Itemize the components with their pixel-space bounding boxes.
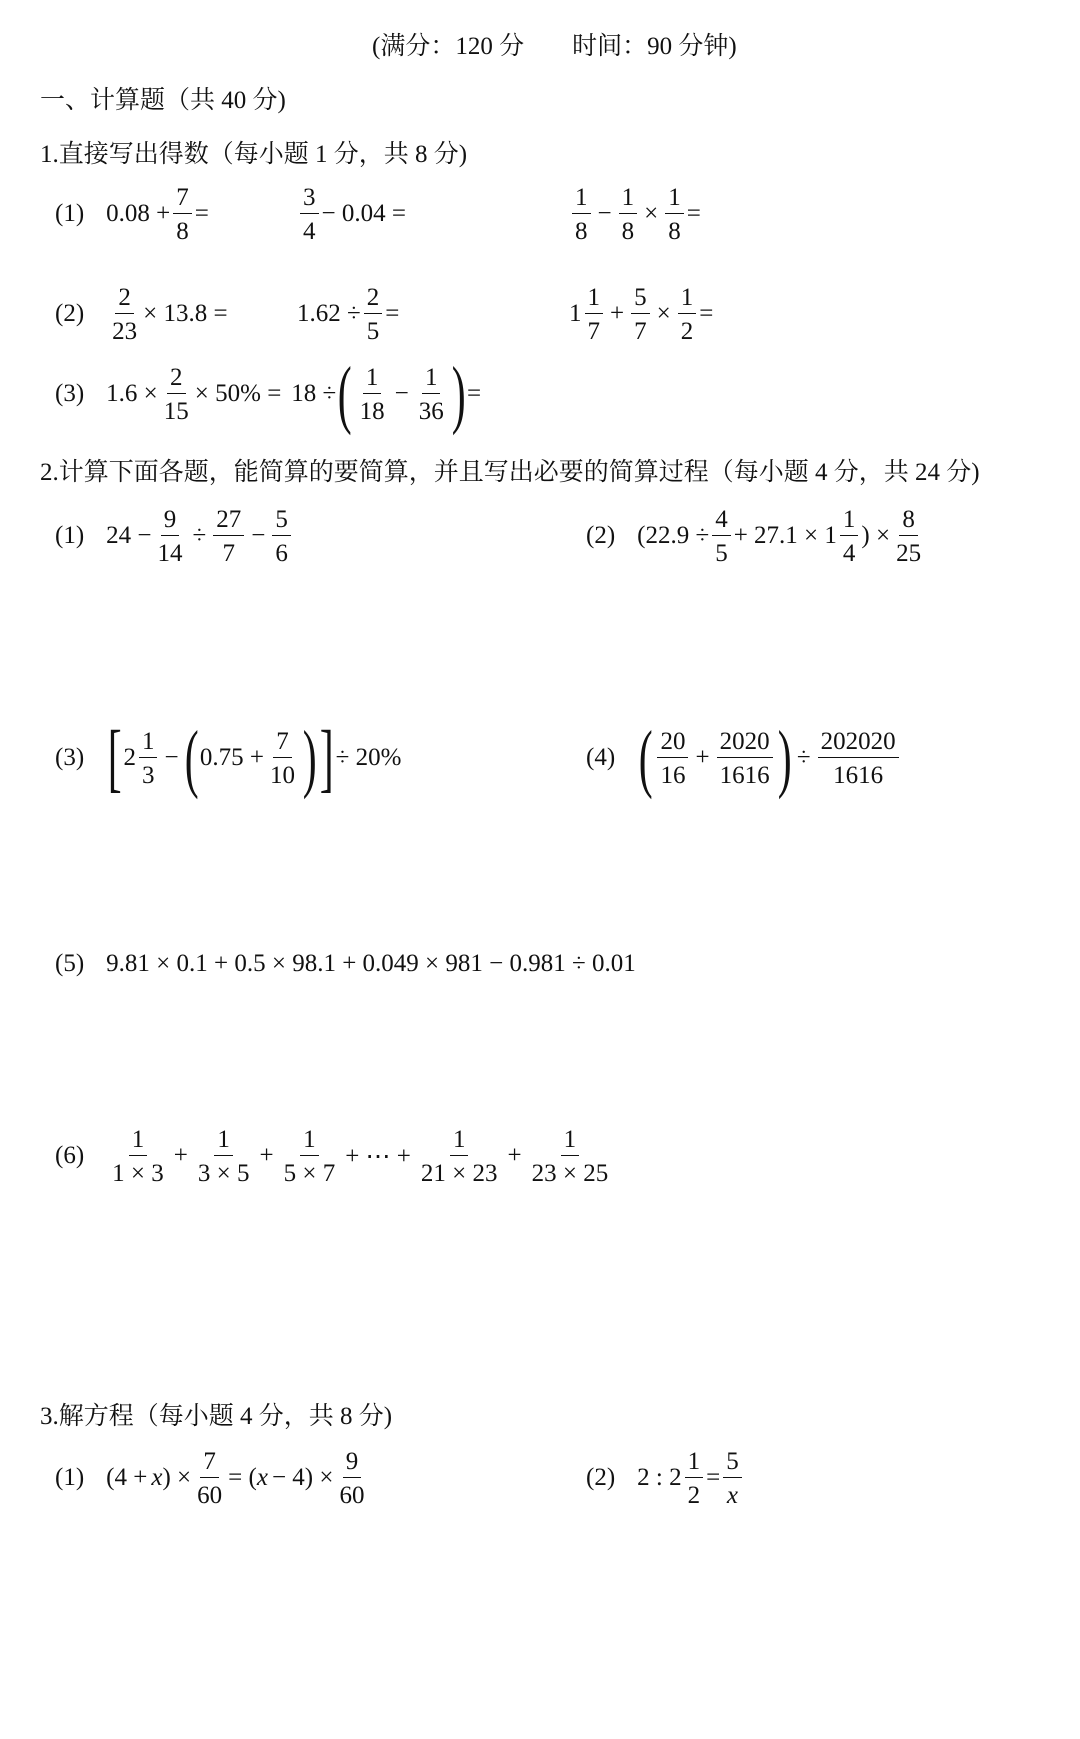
expr-text: × 50% =: [194, 380, 282, 407]
item-label: (3): [55, 744, 85, 771]
fraction: $\frac{1}{2}$: [678, 285, 697, 344]
time-info: 时间：90 分钟): [572, 33, 737, 60]
q3-item-1: [55, 1447, 370, 1509]
fraction: $\frac{1}{21 \times 23}$: [420, 1125, 498, 1187]
variable-x: x: [256, 1464, 268, 1491]
q3-title: 3.解方程（每小题 4 分，共 8 分): [40, 1403, 393, 1430]
equals: =: [467, 380, 482, 407]
fraction: $\frac{27}{7}$: [213, 507, 244, 566]
fraction: $\frac{5}{6}$: [272, 507, 291, 566]
equals: =: [686, 200, 701, 227]
q2-item-1: [55, 505, 294, 567]
fraction: $\frac{5}{7}$: [631, 285, 650, 344]
plus-sign: +: [259, 1142, 274, 1169]
item-label: (1): [55, 200, 85, 227]
fraction: $\frac{1}{8}$: [665, 185, 684, 244]
fraction: $\frac{9}{60}$: [339, 1447, 365, 1509]
fraction: $\frac{1}{8}$: [572, 185, 591, 244]
fraction: $\frac{9}{14}$: [157, 505, 183, 567]
item-label: (1): [55, 1464, 85, 1491]
ellipsis: + ⋯ +: [345, 1143, 411, 1170]
right-paren: ): [451, 351, 466, 436]
fraction: $\frac{1}{1 \times 3}$: [112, 1125, 164, 1187]
fraction: $\frac{7}{8}$: [173, 185, 192, 244]
plus-sign: +: [610, 300, 625, 327]
fraction: $\frac{3}{4}$: [300, 185, 319, 244]
left-paren: (: [638, 715, 653, 800]
minus-sign: −: [394, 380, 409, 407]
fraction: $\frac{1}{4}$: [840, 507, 859, 566]
q1-row-3: [55, 351, 482, 436]
q1-row-1-c: [569, 183, 701, 245]
q2-item-5: [55, 950, 636, 978]
expr-text: 24 −: [106, 522, 152, 549]
item-label: (2): [586, 522, 616, 549]
score-info: (满分：120 分: [372, 33, 525, 60]
expr-text: 1.62 ÷: [297, 300, 361, 327]
section-title: 一、计算题（共 40 分): [40, 87, 286, 114]
q2-item-6: [55, 1125, 614, 1187]
left-paren: (: [337, 351, 352, 436]
expr-text: 2 : 2: [637, 1464, 682, 1491]
fraction: $\frac{2}{15}$: [163, 363, 189, 425]
minus-sign: −: [251, 522, 266, 549]
q2-item-2: [586, 505, 927, 567]
item-label: (1): [55, 522, 85, 549]
expr-text: + 27.1 × 1: [733, 522, 837, 549]
times-sign: ×: [656, 300, 671, 327]
fraction: $\frac{1}{23 \times 25}$: [531, 1125, 609, 1187]
fraction: $\frac{20}{16}$: [657, 729, 688, 788]
q3-item-2: [586, 1447, 745, 1509]
fraction: $\frac{4}{5}$: [712, 507, 731, 566]
fraction: $\frac{8}{25}$: [896, 505, 922, 567]
fraction: $\frac{2020}{1616}$: [717, 729, 773, 788]
q1-row-2: [55, 283, 228, 345]
left-bracket: [: [107, 715, 122, 800]
right-bracket: ]: [320, 715, 334, 800]
item-label: (3): [55, 380, 85, 407]
expr-text: 9.81 × 0.1 + 0.5 × 98.1 + 0.049 × 981 − 0.981 ÷ 0.01: [106, 950, 636, 977]
item-label: (6): [55, 1142, 85, 1169]
minus-sign: −: [164, 744, 179, 771]
q2-item-4: [586, 715, 902, 800]
item-label: (2): [586, 1464, 616, 1491]
q2-item-3: [55, 715, 402, 800]
q1-row-2-b: [297, 283, 400, 345]
variable-x: x: [151, 1464, 163, 1491]
divide-sign: ÷: [796, 744, 811, 771]
expr-text: 0.08 +: [106, 200, 171, 227]
equals: =: [699, 300, 714, 327]
expr-text: 0.75 +: [199, 744, 264, 771]
fraction: $\frac{2}{23}$: [112, 283, 138, 345]
plus-sign: +: [173, 1142, 188, 1169]
whole-part: 2: [123, 744, 136, 771]
expr-text: (4 +: [106, 1464, 148, 1491]
expr-text: × 13.8 =: [143, 300, 228, 327]
expr-text: − 0.04 =: [321, 200, 406, 227]
item-label: (4): [586, 744, 616, 771]
item-label: (2): [55, 300, 85, 327]
right-paren: ): [302, 715, 317, 800]
expr-text: ÷ 20%: [335, 744, 402, 771]
q1-title: 1.直接写出得数（每小题 1 分，共 8 分): [40, 141, 468, 168]
fraction: $\frac{2}{5}$: [364, 285, 383, 344]
equals: =: [385, 300, 400, 327]
fraction: $\frac{7}{10}$: [270, 727, 295, 789]
fraction: $\frac{7}{60}$: [197, 1447, 223, 1509]
expr-text: ) ×: [162, 1464, 192, 1491]
fraction: $\frac{1}{36}$: [418, 363, 444, 425]
plus-sign: +: [695, 744, 710, 771]
q1-row-1: [55, 183, 209, 245]
whole-part: 1: [569, 300, 582, 327]
q1-row-1-b: [297, 183, 406, 245]
q1-row-2-c: [569, 283, 714, 345]
expr-text: ) ×: [861, 522, 891, 549]
fraction: $\frac{1}{5 \times 7}$: [283, 1125, 336, 1187]
expr-text: (22.9 ÷: [637, 522, 710, 549]
expr-text: 18 ÷: [291, 380, 337, 407]
fraction: $\frac{1}{3}$: [139, 729, 158, 788]
fraction: $\frac{5}{x}$: [723, 1449, 742, 1508]
plus-sign: +: [507, 1142, 522, 1169]
item-label: (5): [55, 950, 85, 977]
exam-header: [372, 26, 737, 62]
minus-sign: −: [597, 200, 612, 227]
fraction: $\frac{1}{2}$: [685, 1449, 704, 1508]
equals: =: [194, 200, 209, 227]
expr-text: − 4) ×: [271, 1464, 334, 1491]
fraction: $\frac{1}{7}$: [585, 285, 604, 344]
expr-text: 1.6 ×: [106, 380, 158, 407]
times-sign: ×: [644, 200, 659, 227]
right-paren: ): [777, 715, 792, 800]
expr-text: = (: [228, 1464, 257, 1491]
divide-sign: ÷: [192, 522, 207, 549]
equals: =: [706, 1464, 721, 1491]
q2-title: 2.计算下面各题，能简算的要简算，并且写出必要的简算过程（每小题 4 分，共 24 分): [40, 459, 980, 486]
fraction: $\frac{1}{8}$: [619, 185, 638, 244]
fraction: $\frac{202020}{1616}$: [818, 729, 899, 788]
fraction: $\frac{1}{3 \times 5}$: [197, 1125, 250, 1187]
fraction: $\frac{1}{18}$: [359, 363, 385, 425]
left-paren: (: [184, 715, 199, 800]
